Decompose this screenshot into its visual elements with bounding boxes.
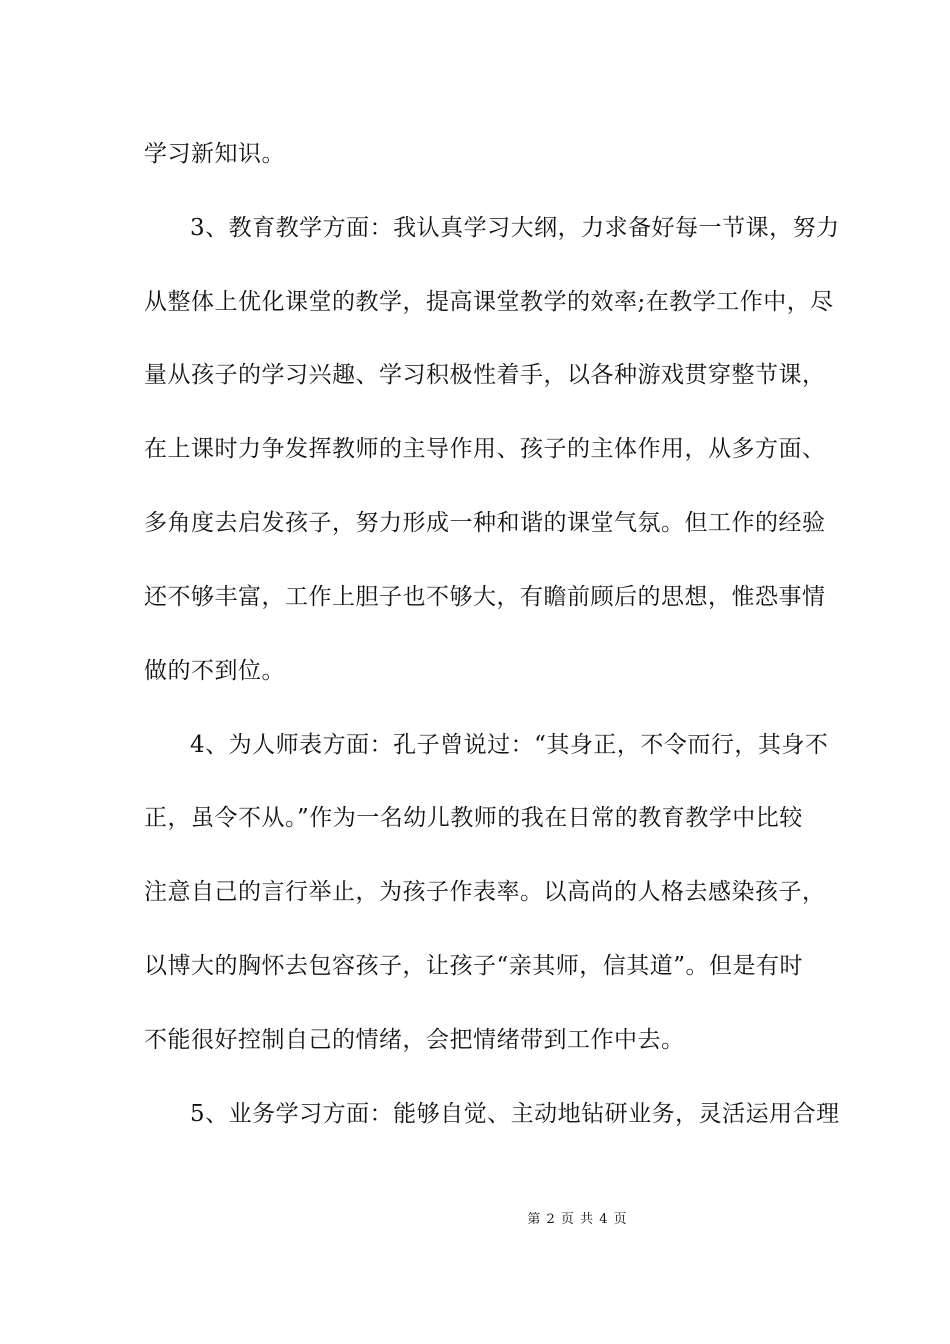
text-line: 正，虽令不从。”作为一名幼儿教师的我在日常的教育教学中比较 xyxy=(144,805,803,831)
text-line: 做的不到位。 xyxy=(144,658,285,684)
text-line: 从整体上优化课堂的教学，提高课堂教学的效率;在教学工作中，尽 xyxy=(144,289,834,315)
paragraph-start-line: 5、业务学习方面：能够自觉、主动地钻研业务，灵活运用合理 xyxy=(190,1101,840,1127)
text-line: 在上课时力争发挥教师的主导作用、孩子的主体作用，从多方面、 xyxy=(144,436,826,462)
text-line: 不能很好控制自己的情绪，会把情绪带到工作中去。 xyxy=(144,1027,685,1053)
text-line: 以博大的胸怀去包容孩子，让孩子“亲其师，信其道”。但是有时 xyxy=(144,953,804,979)
text-line: 注意自己的言行举止，为孩子作表率。以高尚的人格去感染孩子， xyxy=(144,879,826,905)
text-line: 多角度去启发孩子，努力形成一种和谐的课堂气氛。但工作的经验 xyxy=(144,510,826,536)
page-number-footer: 第 2 页 共 4 页 xyxy=(527,1212,628,1227)
text-line: 量从孩子的学习兴趣、学习积极性着手，以各种游戏贯穿整节课， xyxy=(144,362,826,388)
text-line: 学习新知识。 xyxy=(144,141,285,167)
paragraph-start-line: 3、教育教学方面：我认真学习大纲，力求备好每一节课，努力 xyxy=(190,215,840,241)
paragraph-start-line: 4、为人师表方面：孔子曾说过：“其身正，不令而行，其身不 xyxy=(190,732,829,758)
text-line: 还不够丰富，工作上胆子也不够大，有瞻前顾后的思想，惟恐事情 xyxy=(144,584,826,610)
